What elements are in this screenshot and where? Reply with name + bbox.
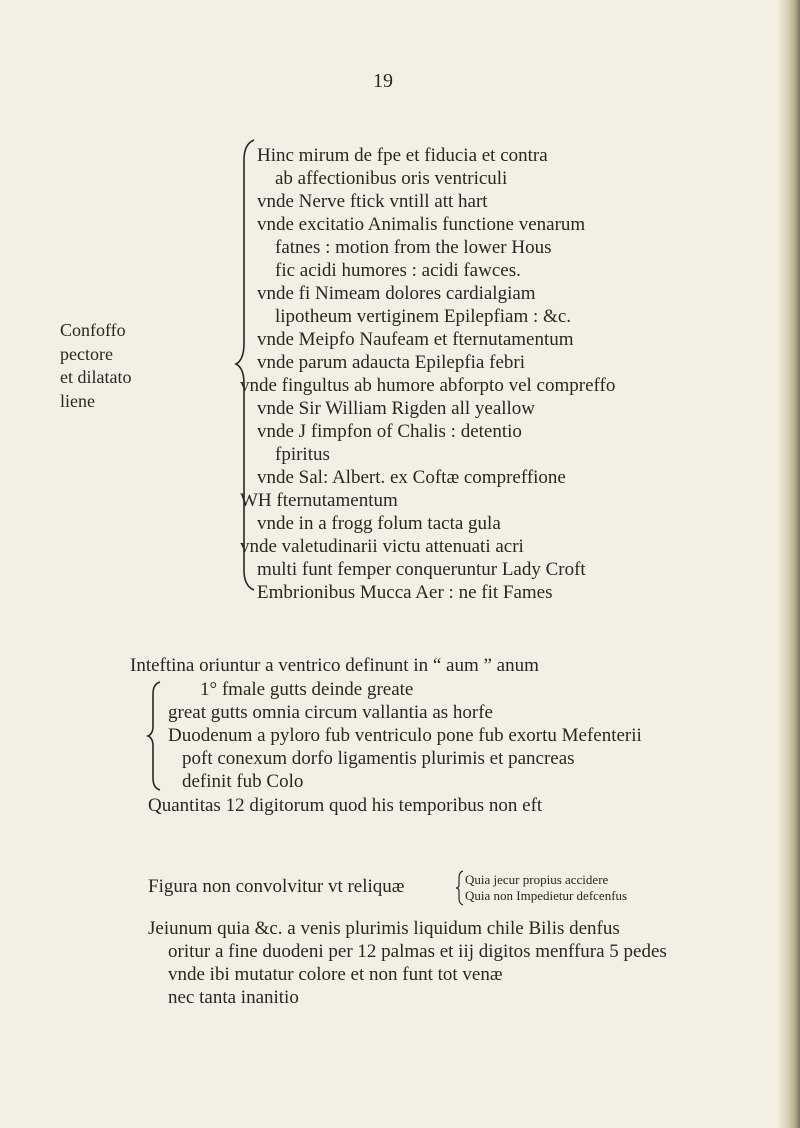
text-line: vnde ibi mutatur colore et non funt tot venæ — [168, 964, 503, 985]
margin-note-line: pectore — [60, 343, 113, 364]
text-line: vnde fi Nimeam dolores cardialgiam — [257, 283, 536, 304]
margin-note-line: liene — [60, 390, 95, 411]
text-line: vnde excitatio Animalis functione venarum — [257, 214, 586, 235]
text-line: fpiritus — [275, 444, 330, 465]
text-line: Duodenum a pyloro fub ventriculo pone fub exortu Mefenterii — [168, 725, 642, 746]
text-line: fatnes : motion from the lower Hous — [275, 237, 552, 258]
page-edge-shadow — [778, 0, 800, 1128]
text-line: oritur a fine duodeni per 12 palmas et iij digitos menffura 5 pedes — [168, 941, 667, 962]
text-line: vnde Sal: Albert. ex Coftæ compreffione — [257, 467, 566, 488]
text-line: Embrionibus Mucca Aer : ne fit Fames — [257, 582, 553, 603]
margin-note-line: et dilatato — [60, 367, 132, 387]
text-line: lipotheum vertiginem Epilepfiam : &c. — [275, 306, 572, 327]
page-number: 19 — [373, 70, 393, 92]
text-line: poft conexum dorfo ligamentis plurimis et pancreas — [182, 748, 575, 769]
margin-note — [60, 319, 131, 413]
text-line: vnde Meipfo Naufeam et fternutamentum — [257, 329, 574, 350]
marginal-note-line: Quia jecur propius accidere — [465, 872, 609, 887]
text-line: ab affectionibus oris ventriculi — [275, 168, 508, 189]
text-line: great gutts omnia circum vallantia as horfe — [168, 702, 493, 723]
text-line: Figura non convolvitur vt reliquæ — [148, 876, 405, 897]
notes-curly-brace — [455, 870, 465, 906]
text-line: Jeiunum quia &c. a venis plurimis liquidum chile Bilis denfus — [148, 918, 620, 939]
text-line: vnde parum adaucta Epilepfia febri — [257, 352, 525, 373]
text-line: nec tanta inanitio — [168, 987, 299, 1008]
margin-note-line: Confoffo — [60, 320, 126, 340]
marginal-note-line: Quia non Impedietur defcenfus — [465, 888, 628, 903]
text-line: Quantitas 12 digitorum quod his temporibus non eft — [148, 795, 543, 816]
text-line: WH fternutamentum — [240, 490, 398, 511]
text-line: Hinc mirum de fpe et fiducia et contra — [257, 145, 548, 166]
text-line: vnde J fimpfon of Chalis : detentio — [257, 421, 522, 442]
text-line: definit fub Colo — [182, 771, 304, 792]
text-line: vnde fingultus ab humore abforpto vel compreffo — [240, 375, 616, 396]
text-line: vnde Sir William Rigden all yeallow — [257, 398, 536, 419]
text-line: vnde valetudinarii victu attenuati acri — [240, 536, 524, 557]
text-line: vnde Nerve ftick vntill att hart — [257, 191, 488, 212]
text-line: fic acidi humores : acidi fawces. — [275, 260, 521, 281]
small-curly-brace — [146, 680, 162, 792]
text-line: Inteftina oriuntur a ventrico definunt in “ aum ” anum — [130, 655, 539, 676]
text-line: multi funt femper conqueruntur Lady Croft — [257, 559, 586, 580]
large-curly-brace — [232, 138, 258, 592]
text-line: 1° fmale gutts deinde greate — [200, 679, 414, 700]
text-line: vnde in a frogg folum tacta gula — [257, 513, 501, 534]
